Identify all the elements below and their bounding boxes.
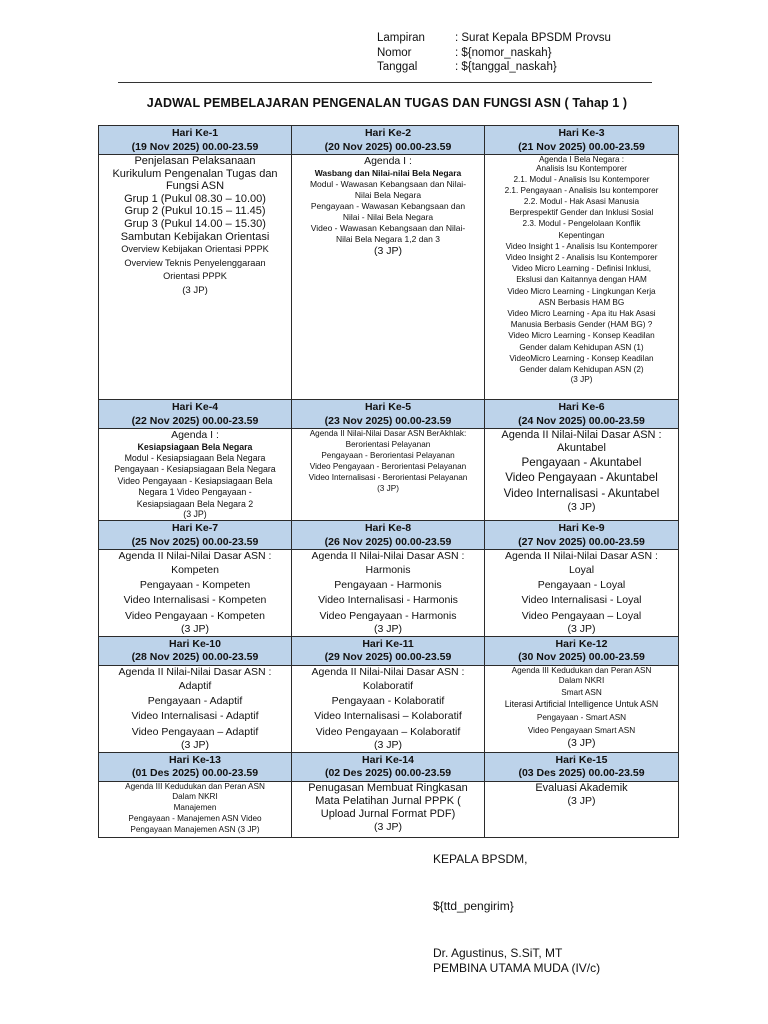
- content-line: Pengayaan - Manajemen ASN Video: [128, 813, 262, 823]
- content-line: Video Pengayaan - Kesiapsiagaan Bela: [117, 475, 273, 486]
- content-line: (3 JP): [373, 244, 402, 257]
- content-line: Grup 2 (Pukul 10.15 – 11.45): [124, 205, 266, 218]
- day-header-row: [99, 752, 679, 781]
- day-content-row: [99, 665, 679, 752]
- content-line: Video Pengayaan Smart ASN: [527, 726, 636, 736]
- day-label: Hari Ke-6: [558, 401, 605, 413]
- day-date: (24 Nov 2025) 00.00-23.59: [518, 414, 645, 427]
- content-line: (3 JP): [373, 820, 402, 833]
- day-content-row: [99, 550, 679, 637]
- day-content-6: [485, 429, 679, 521]
- content-line: Agenda I :: [364, 155, 412, 167]
- content-line: Kompeten: [171, 564, 219, 577]
- day-date: (22 Nov 2025) 00.00-23.59: [131, 414, 259, 427]
- content-line: Upload Jurnal Format PDF): [320, 807, 456, 820]
- day-content-row: [99, 155, 679, 400]
- day-content-15: [485, 781, 679, 837]
- content-line: Berprespektif Gender dan Inklusi Sosial: [509, 208, 654, 218]
- day-header-9: [485, 521, 679, 550]
- content-line: Ekslusi dan Kaitannya dengan HAM: [516, 275, 647, 285]
- nomor-value: : ${nomor_naskah}: [455, 46, 552, 59]
- day-label: Hari Ke-13: [169, 753, 221, 766]
- day-header-row: [99, 400, 679, 429]
- content-line: Modul - Wawasan Kebangsaan dan Nilai-: [309, 178, 467, 189]
- content-line: Agenda II Nilai-Nilai Dasar ASN :: [118, 665, 272, 678]
- content-line: Penjelasan Pelaksanaan: [134, 155, 256, 167]
- day-date: (27 Nov 2025) 00.00-23.59: [518, 535, 645, 548]
- content-line: Agenda II Nilai-Nilai Dasar ASN BerAkhlak:: [309, 429, 467, 438]
- content-line: Harmonis: [365, 564, 411, 577]
- day-label: Hari Ke-1: [171, 127, 219, 139]
- day-header-11: [292, 636, 485, 665]
- day-content-5: [292, 429, 485, 521]
- tanggal-row: [377, 60, 611, 75]
- content-line: Akuntabel: [557, 442, 606, 454]
- content-line: (3 JP): [567, 501, 596, 514]
- lampiran-value: : Surat Kepala BPSDM Provsu: [455, 32, 611, 44]
- content-line: VideoMicro Learning - Konsep Keadilan: [509, 353, 654, 363]
- content-line: Video Micro Learning - Apa itu Hak Asasi: [507, 308, 656, 318]
- day-content-1: [99, 155, 292, 400]
- content-line: Agenda II Nilai-Nilai Dasar ASN :: [118, 550, 272, 562]
- content-line: Adaptif: [178, 680, 212, 693]
- content-line: Agenda I Bela Negara :: [538, 155, 625, 164]
- content-line: Pengayaan - Berorientasi Pelayanan: [321, 450, 455, 460]
- content-line: Gender dalam Kehidupan ASN (1): [519, 342, 644, 352]
- day-date: (21 Nov 2025) 00.00-23.59: [518, 140, 645, 153]
- signatory-rank: PEMBINA UTAMA MUDA (IV/c): [433, 961, 601, 975]
- day-date: (03 Des 2025) 00.00-23.59: [518, 767, 645, 780]
- content-line: Video Pengayaan – Adaptif: [131, 725, 259, 738]
- content-line: Fungsi ASN: [165, 180, 225, 193]
- nomor-label: Nomor: [377, 46, 412, 59]
- day-label: Hari Ke-7: [171, 522, 219, 534]
- content-line: Manusia Berbasis Gender (HAM BG) ?: [510, 320, 653, 330]
- content-line: Pengayaan - Loyal: [537, 578, 626, 591]
- day-date: (25 Nov 2025) 00.00-23.59: [131, 535, 259, 548]
- day-label: Hari Ke-2: [364, 127, 412, 139]
- content-line: (3 JP): [180, 738, 209, 751]
- content-line: Video Micro Learning - Konsep Keadilan: [508, 331, 655, 341]
- content-line: Video Pengayaan - Berorientasi Pelayanan: [309, 461, 467, 471]
- day-date: (01 Des 2025) 00.00-23.59: [131, 767, 259, 780]
- signature-placeholder: ${ttd_pengirim}: [433, 899, 514, 913]
- content-line: Pengayaan - Akuntabel: [521, 456, 642, 469]
- day-header-4: [99, 400, 292, 429]
- day-header-row: [99, 126, 679, 155]
- content-line: Video Pengayaan – Loyal: [521, 609, 642, 622]
- content-line: Overview Teknis Penyelenggaraan: [124, 257, 266, 268]
- content-line: Grup 1 (Pukul 08.30 – 10.00): [124, 192, 266, 205]
- day-label: Hari Ke-11: [362, 637, 414, 650]
- day-label: Hari Ke-15: [555, 753, 608, 766]
- day-date: (19 Nov 2025) 00.00-23.59: [131, 140, 259, 153]
- day-content-4: [99, 429, 292, 521]
- day-content-11: [292, 665, 485, 752]
- signatory-position: KEPALA BPSDM,: [433, 852, 528, 866]
- content-line: Smart ASN: [561, 687, 602, 697]
- day-date: (29 Nov 2025) 00.00-23.59: [324, 651, 452, 664]
- content-line: (3 JP): [570, 375, 593, 385]
- content-line: (3 JP): [373, 738, 402, 751]
- content-line: Grup 3 (Pukul 14.00 – 15.30): [124, 217, 266, 230]
- day-label: Hari Ke-12: [555, 637, 608, 650]
- content-line: Kesiapsiagaan Bela Negara 2: [136, 498, 254, 509]
- day-content-14: [292, 781, 485, 837]
- day-content-3: [485, 155, 679, 400]
- day-content-row: [99, 781, 679, 837]
- day-label: Hari Ke-5: [364, 401, 412, 413]
- content-line: Analisis Isu Kontemporer: [535, 164, 627, 173]
- content-line: Video Insight 2 - Analisis Isu Kontemporer: [505, 252, 658, 262]
- content-line: (3 JP): [567, 622, 596, 635]
- lampiran-row: [377, 31, 611, 46]
- day-content-13: [99, 781, 292, 837]
- content-line: Evaluasi Akademik: [535, 781, 628, 794]
- content-line: Kurikulum Pengenalan Tugas dan: [112, 167, 278, 180]
- content-line: Wasbang dan Nilai-nilai Bela Negara: [314, 167, 462, 178]
- day-date: (30 Nov 2025) 00.00-23.59: [518, 651, 645, 664]
- content-line: Video Internalisasi - Loyal: [521, 594, 642, 607]
- day-label: Hari Ke-9: [558, 522, 605, 534]
- content-line: Agenda II Nilai-Nilai Dasar ASN :: [505, 550, 658, 562]
- content-line: Pengayaan - Adaptif: [147, 694, 243, 707]
- attachment-header: [377, 31, 611, 75]
- content-line: Nilai Bela Negara 1,2 dan 3: [336, 233, 440, 244]
- content-line: Pengayaan - Kesiapsiagaan Bela Negara: [114, 464, 276, 475]
- content-line: Agenda II Nilai-Nilai Dasar ASN :: [311, 550, 465, 562]
- content-line: Video Internalisasi - Akuntabel: [503, 486, 660, 500]
- content-line: Video Pengayaan - Harmonis: [319, 609, 457, 622]
- content-line: Berorientasi Pelayanan: [345, 439, 431, 449]
- content-line: Kolaboratif: [362, 680, 414, 693]
- content-line: Kepentingan: [558, 230, 605, 240]
- header-divider: [118, 82, 652, 83]
- content-line: Video Internalisasi - Berorientasi Pelayanan: [308, 473, 468, 483]
- schedule-table: [98, 125, 679, 838]
- tanggal-label: Tanggal: [377, 61, 418, 73]
- content-line: (3 JP): [373, 622, 402, 635]
- content-line: Mata Pelatihan Jurnal PPPK (: [315, 794, 461, 807]
- day-header-10: [99, 636, 292, 665]
- content-line: Pengayaan - Kolaboratif: [331, 694, 445, 707]
- content-line: ASN Berbasis HAM BG: [538, 297, 625, 307]
- day-header-15: [485, 752, 679, 781]
- content-line: Video Internalisasi - Adaptif: [131, 710, 259, 723]
- day-content-2: [292, 155, 485, 400]
- content-line: 2.3. Modul - Pengelolaan Konflik: [522, 219, 641, 229]
- day-label: Hari Ke-3: [558, 127, 605, 139]
- content-line: Literasi Artificial Intelligence Untuk ASN: [504, 699, 659, 710]
- document-title: JADWAL PEMBELAJARAN PENGENALAN TUGAS DAN FUNGSI ASN ( Tahap 1 ): [146, 96, 628, 110]
- content-line: (3 JP): [180, 622, 209, 635]
- day-content-10: [99, 665, 292, 752]
- content-line: 2.1. Pengayaan - Analisis Isu kontemporer: [504, 185, 659, 195]
- day-label: Hari Ke-8: [364, 522, 412, 534]
- content-line: Pengayaan - Kompeten: [139, 578, 251, 591]
- content-line: Dalam NKRI: [558, 676, 605, 686]
- day-label: Hari Ke-14: [362, 753, 414, 766]
- content-line: Kesiapsiagaan Bela Negara: [137, 441, 253, 452]
- content-line: Gender dalam Kehidupan ASN (2): [519, 364, 644, 374]
- day-header-8: [292, 521, 485, 550]
- content-line: Agenda III Kedudukan dan Peran ASN: [511, 665, 652, 675]
- content-line: Video Micro Learning - Definisi Inklusi,: [511, 264, 652, 274]
- day-header-1: [99, 126, 292, 155]
- day-date: (20 Nov 2025) 00.00-23.59: [324, 140, 452, 153]
- content-line: Negara 1 Video Pengayaan -: [138, 487, 252, 498]
- nomor-row: [377, 46, 611, 61]
- day-header-12: [485, 636, 679, 665]
- content-line: (3 JP): [182, 284, 208, 296]
- content-line: Penugasan Membuat Ringkasan: [308, 781, 468, 794]
- day-content-7: [99, 550, 292, 637]
- day-content-9: [485, 550, 679, 637]
- day-content-row: [99, 429, 679, 521]
- content-line: 2.1. Modul - Analisis Isu Kontemporer: [513, 174, 650, 184]
- day-label: Hari Ke-10: [169, 637, 221, 650]
- day-header-6: [485, 400, 679, 429]
- content-line: Loyal: [568, 564, 595, 577]
- day-date: (23 Nov 2025) 00.00-23.59: [324, 414, 452, 427]
- content-line: (3 JP): [567, 737, 596, 750]
- content-line: Nilai Bela Negara: [354, 189, 422, 200]
- day-header-2: [292, 126, 485, 155]
- day-date: (28 Nov 2025) 00.00-23.59: [131, 651, 259, 664]
- day-date: (02 Des 2025) 00.00-23.59: [324, 767, 452, 780]
- content-line: Overview Kebijakan Orientasi PPPK: [121, 244, 269, 255]
- content-line: Agenda II Nilai-Nilai Dasar ASN :: [311, 665, 465, 678]
- content-line: Modul - Kesiapsiagaan Bela Negara: [124, 452, 266, 463]
- content-line: Video Insight 1 - Analisis Isu Kontemporer: [505, 241, 658, 251]
- content-line: 2.2. Modul - Hak Asasi Manusia: [523, 196, 640, 206]
- content-line: (3 JP): [377, 484, 399, 494]
- content-line: (3 JP): [567, 794, 596, 807]
- content-line: Agenda II Nilai-Nilai Dasar ASN :: [501, 429, 662, 441]
- day-header-13: [99, 752, 292, 781]
- content-line: Video Internalisasi – Kolaboratif: [314, 710, 462, 723]
- content-line: Sambutan Kebijakan Orientasi: [120, 230, 270, 243]
- content-line: Pengayaan - Harmonis: [334, 578, 442, 591]
- day-date: (26 Nov 2025) 00.00-23.59: [324, 535, 452, 548]
- signatory-name: Dr. Agustinus, S.SiT, MT: [433, 946, 563, 960]
- content-line: Video Internalisasi - Kompeten: [123, 594, 267, 607]
- day-header-3: [485, 126, 679, 155]
- day-header-7: [99, 521, 292, 550]
- content-line: Manajemen: [173, 802, 217, 812]
- day-label: Hari Ke-4: [171, 401, 219, 413]
- content-line: Pengayaan Manajemen ASN (3 JP): [130, 824, 260, 834]
- content-line: (3 JP): [183, 508, 207, 519]
- day-content-8: [292, 550, 485, 637]
- content-line: Dalam NKRI: [172, 791, 218, 801]
- day-header-row: [99, 636, 679, 665]
- content-line: Video Pengayaan - Akuntabel: [505, 471, 658, 485]
- content-line: Pengayaan - Wawasan Kebangsaan dan: [310, 200, 466, 211]
- content-line: Orientasi PPPK: [163, 271, 227, 282]
- content-line: Agenda III Kedudukan dan Peran ASN: [125, 781, 265, 791]
- tanggal-value: : ${tanggal_naskah}: [455, 61, 557, 73]
- content-line: Pengayaan - Smart ASN: [536, 713, 627, 723]
- content-line: Video Pengayaan - Kompeten: [125, 609, 265, 622]
- lampiran-label: Lampiran: [377, 32, 425, 44]
- content-line: Video - Wawasan Kebangsaan dan Nilai-: [310, 222, 466, 233]
- day-header-14: [292, 752, 485, 781]
- content-line: Nilai - Nilai Bela Negara: [342, 211, 434, 222]
- day-header-row: [99, 521, 679, 550]
- content-line: Video Pengayaan – Kolaboratif: [315, 725, 461, 738]
- day-header-5: [292, 400, 485, 429]
- content-line: Agenda I :: [171, 429, 219, 441]
- day-content-12: [485, 665, 679, 752]
- content-line: Video Micro Learning - Lingkungan Kerja: [507, 286, 656, 296]
- content-line: Video Internalisasi - Harmonis: [318, 594, 458, 607]
